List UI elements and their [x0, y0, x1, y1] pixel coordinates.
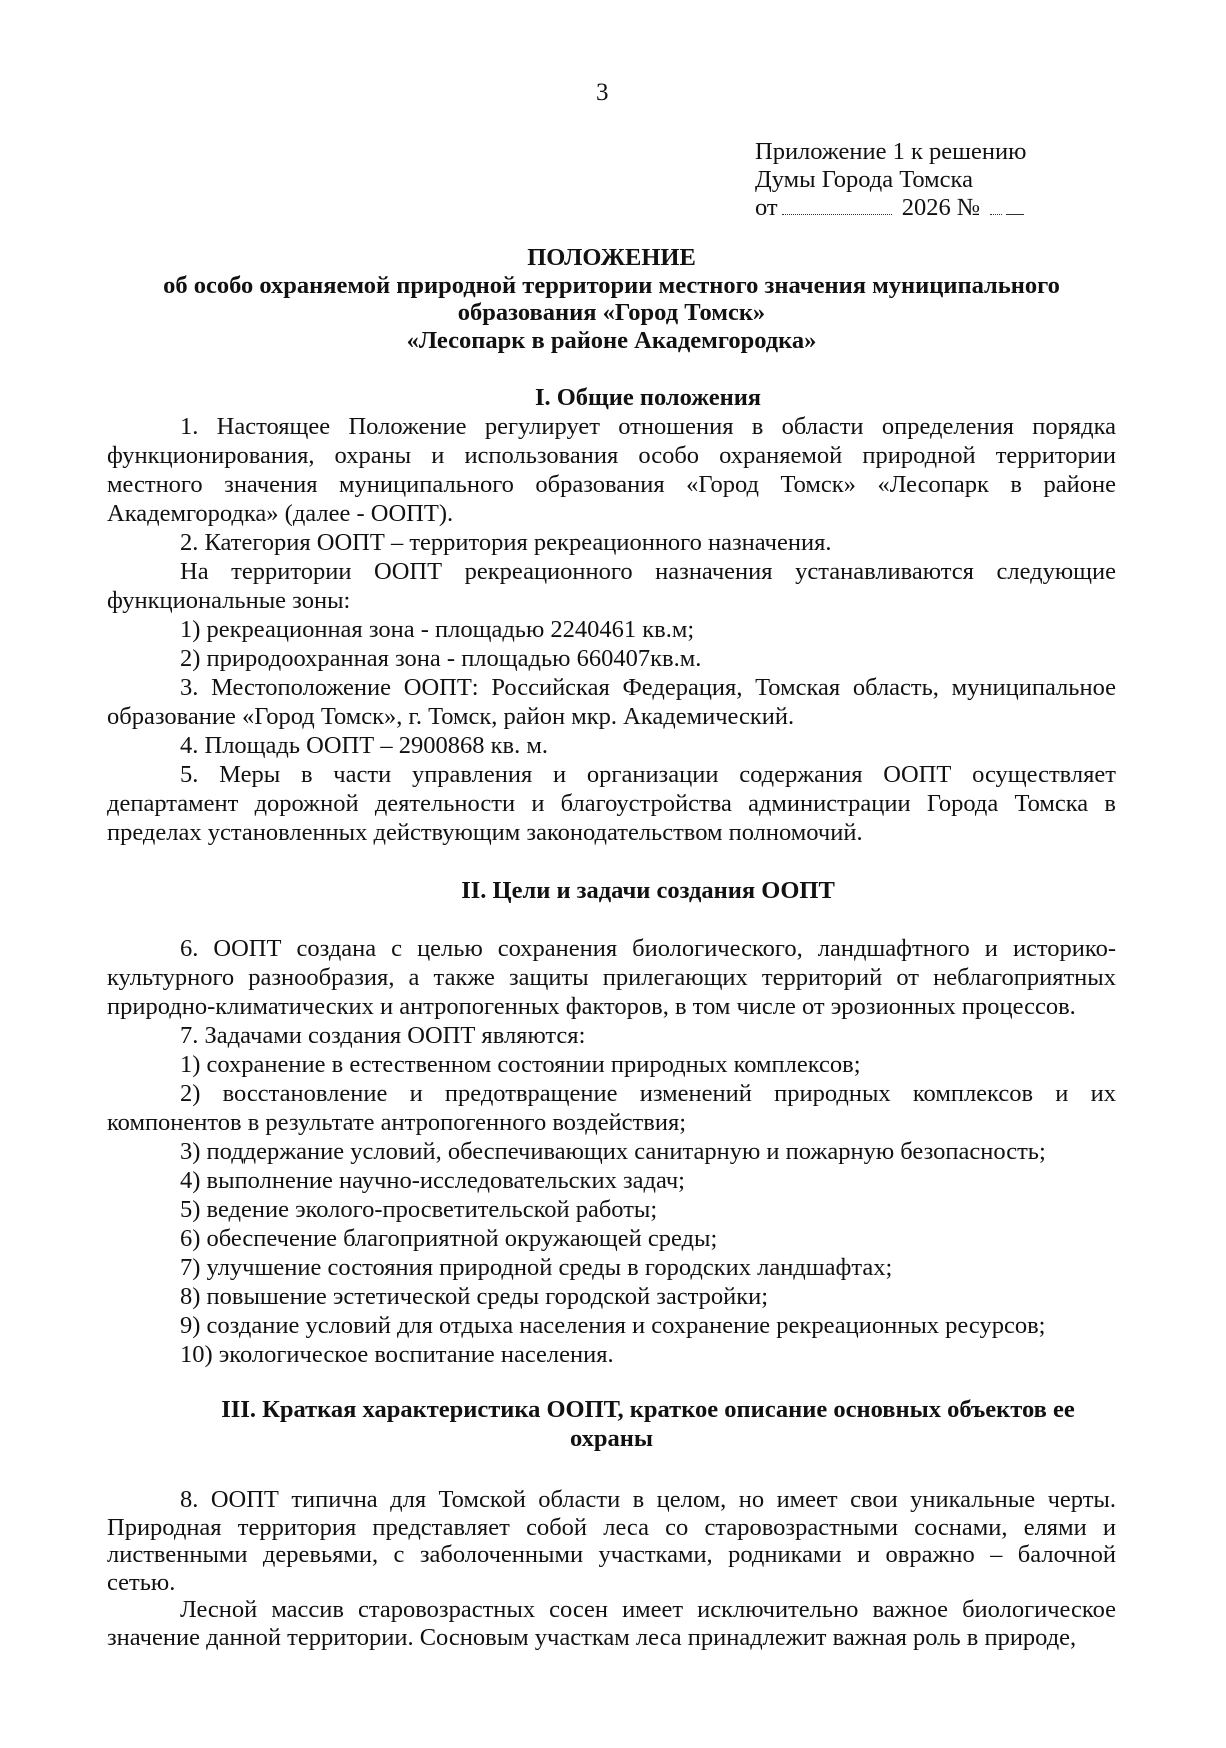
- paragraph-line: 8) повышение эстетической среды городской застройки;: [180, 1283, 769, 1310]
- paragraph: [107, 644, 1116, 673]
- title-subtitle-1: об особо охраняемой природной территории местного значения муниципального: [163, 271, 1060, 299]
- paragraph-line: 7) улучшение состояния природной среды в городских ландшафтах;: [180, 1254, 893, 1281]
- paragraph-line: пределах установленных действующим законодательством полномочий.: [107, 819, 863, 846]
- paragraph-line: 1) сохранение в естественном состоянии природных комплексов;: [180, 1051, 861, 1078]
- paragraph: [107, 1340, 1116, 1369]
- paragraph-line: 2. Категория ООПТ – территория рекреационного назначения.: [180, 529, 832, 556]
- paragraph-line: На территории ООПТ рекреационного назначения устанавливаются следующие: [180, 558, 1116, 585]
- paragraph-line: Академгородка» (далее - ООПТ).: [107, 500, 454, 527]
- title-subtitle-3: «Лесопарк в районе Академгородка»: [406, 326, 817, 354]
- paragraph-line: 5. Меры в части управления и организации содержания ООПТ осуществляет: [180, 761, 1116, 788]
- paragraph-line: департамент дорожной деятельности и благоустройства администрации Города Томска в: [107, 790, 1116, 817]
- number-blank: [1006, 210, 1024, 215]
- paragraph: [107, 412, 1116, 528]
- paragraph-line: функционирования, охраны и использования особо охраняемой природной территории: [107, 442, 1116, 469]
- paragraph-line: сетью.: [107, 1568, 176, 1596]
- paragraph: [107, 1079, 1116, 1137]
- paragraph-line: 1. Настоящее Положение регулирует отношения в области определения порядка: [180, 413, 1116, 440]
- document-title: [107, 244, 1116, 354]
- section-heading-line: II. Цели и задачи создания ООПТ: [461, 877, 835, 904]
- paragraph-line: образование «Город Томск», г. Томск, район мкр. Академический.: [107, 703, 795, 730]
- paragraph: [107, 760, 1116, 847]
- paragraph-line: 9) создание условий для отдыха населения и сохранение рекреационных ресурсов;: [180, 1312, 1046, 1339]
- section-2-heading: [107, 876, 1116, 905]
- paragraph-line: местного значения муниципального образования «Город Томск» «Лесопарк в районе: [107, 471, 1116, 498]
- section-heading-line: III. Краткая характеристика ООПТ, краткое описание основных объектов ее: [221, 1396, 1075, 1423]
- paragraph-line: значение данной территории. Сосновым участкам леса принадлежит важная роль в природе,: [107, 1623, 1077, 1651]
- paragraph-line: Лесной массив старовозрастных сосен имеет исключительно важное биологическое: [180, 1596, 1116, 1624]
- paragraph: [107, 1282, 1116, 1311]
- section-heading-line: охраны: [569, 1425, 653, 1452]
- paragraph: [107, 528, 1116, 557]
- paragraph-line: Природная территория представляет собой леса со старовозрастными соснами, елями и: [107, 1513, 1116, 1541]
- paragraph-line: компонентов в результате антропогенного воздействия;: [107, 1109, 687, 1136]
- paragraph: [107, 934, 1116, 1021]
- paragraph: [107, 1224, 1116, 1253]
- paragraph-line: 6. ООПТ создана с целью сохранения биологического, ландшафтного и историко-: [180, 935, 1116, 962]
- paragraph-line: культурного разнообразия, а также защиты прилегающих территорий от неблагоприятных: [107, 964, 1116, 991]
- paragraph-line: 4. Площадь ООПТ – 2900868 кв. м.: [180, 732, 548, 759]
- paragraph-line: 6) обеспечение благоприятной окружающей среды;: [180, 1225, 718, 1252]
- paragraph-line: 3) поддержание условий, обеспечивающих санитарную и пожарную безопасность;: [180, 1138, 1046, 1165]
- appendix-note: [755, 138, 1028, 222]
- paragraph: [107, 731, 1116, 760]
- paragraph-line: 7. Задачами создания ООПТ являются:: [180, 1022, 586, 1049]
- appendix-line-2: Думы Города Томска: [755, 166, 973, 193]
- number-blank-dots: [990, 210, 1002, 215]
- paragraph-line: природно-климатических и антропогенных факторов, в том числе от эрозионных процессов.: [107, 993, 1076, 1020]
- paragraph: [107, 1166, 1116, 1195]
- paragraph: [107, 557, 1116, 615]
- title-subtitle-2: образования «Город Томск»: [457, 299, 766, 326]
- section-1-heading: [107, 383, 1116, 412]
- paragraph: [107, 615, 1116, 644]
- paragraph-line: 8. ООПТ типична для Томской области в целом, но имеет свои уникальные черты.: [180, 1486, 1116, 1513]
- paragraph-line: 5) ведение эколого-просветительской работы;: [180, 1196, 658, 1223]
- section-1-body: [107, 412, 1116, 847]
- paragraph: [107, 1253, 1116, 1282]
- paragraph-line: 1) рекреационная зона - площадью 2240461 кв.м;: [180, 616, 695, 643]
- appendix-date-line: [755, 194, 1028, 222]
- paragraph: [107, 673, 1116, 731]
- appendix-line-1: Приложение 1 к решению: [755, 138, 1027, 165]
- title-main: ПОЛОЖЕНИЕ: [527, 244, 696, 271]
- paragraph: [107, 1596, 1116, 1651]
- paragraph: [107, 1137, 1116, 1166]
- paragraph-line: 3. Местоположение ООПТ: Российская Федерация, Томская область, муниципальное: [180, 674, 1116, 701]
- appendix-date-prefix: от: [755, 194, 778, 221]
- appendix-date-year: 2026 №: [901, 194, 981, 221]
- paragraph: [107, 1486, 1116, 1596]
- paragraph-line: лиственными деревьями, с заболоченными участками, родниками и овражно – балочной: [107, 1541, 1116, 1569]
- paragraph-line: 10) экологическое воспитание населения.: [180, 1341, 614, 1368]
- section-3-body: [107, 1486, 1116, 1652]
- date-blank: [782, 210, 892, 215]
- page-number: 3: [596, 79, 609, 106]
- section-heading-line: I. Общие положения: [534, 384, 762, 411]
- paragraph-line: 4) выполнение научно-исследовательских задач;: [180, 1167, 685, 1194]
- paragraph: [107, 1050, 1116, 1079]
- section-3-heading: [107, 1395, 1116, 1453]
- paragraph: [107, 1021, 1116, 1050]
- paragraph-line: 2) природоохранная зона - площадью 660407кв.м.: [180, 645, 702, 672]
- paragraph: [107, 1311, 1116, 1340]
- paragraph: [107, 1195, 1116, 1224]
- paragraph-line: 2) восстановление и предотвращение изменений природных комплексов и их: [180, 1080, 1116, 1107]
- paragraph-line: функциональные зоны:: [107, 587, 351, 614]
- section-2-body: [107, 934, 1116, 1369]
